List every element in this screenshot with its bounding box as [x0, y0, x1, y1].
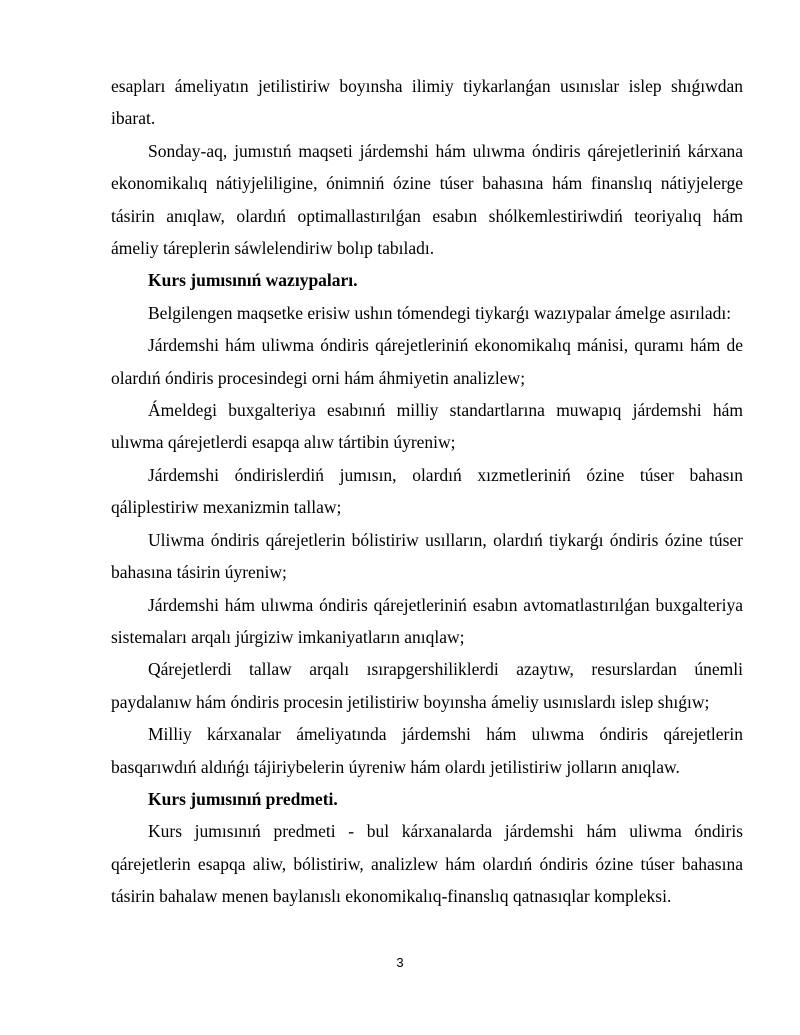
section-heading: Kurs jumısınıń wazıypaları. — [148, 270, 358, 291]
section-heading: Kurs jumısınıń predmeti. — [148, 788, 338, 809]
task-item: Járdemshi óndirislerdiń jumısın, olardıń xızmetleriniń ózine túser bahasın qáliplestiriw mexanizmin tallaw; — [111, 464, 743, 518]
paragraph: Belgilengen maqsetke erisiw ushın tómendegi tiykarǵı wazıypalar ámelge asırıladı: — [148, 302, 732, 323]
task-item: Qárejetlerdi tallaw arqalı ısırapgershiliklerdi azaytıw, resurslardan únemli paydalanıw hám óndiris procesin jetilistiriw boyınsha ámeliy usınıslardı islep shıǵıw; — [111, 659, 743, 712]
task-item: Ámeldegi buxgalteriya esabınıń milliy standartlarına muwapıq járdemshi hám ulıwma qárejetlerdi esapqa alıw tártibin úyreniw; — [111, 400, 743, 453]
page-number: 3 — [396, 955, 404, 970]
task-item: Járdemshi hám ulıwma óndiris qárejetleriniń esabın avtomatlastırılǵan buxgalteriya sistemaları arqalı júrgiziw imkaniyatların anıqlaw; — [111, 594, 743, 647]
task-item: Járdemshi hám uliwma óndiris qárejetleriniń ekonomikalıq mánisi, quramı hám de olardıń óndiris procesindegi orni hám áhmiyetin analizlew; — [111, 335, 743, 388]
paragraph: Sonday-aq, jumıstıń maqseti járdemshi hám ulıwma óndiris qárejetleriniń kárxana ekonomikalıq nátiyjeliligine, ónimniń ózine túser bahasına hám finanslıq nátiyjelerge tásirin anıqlaw, olardıń optimallastırılǵan esabın shólkemlestiriwdiń teoriyalıq hám ámeliy táreplerin sáwlelendiriw bolıp tabıladı. — [111, 140, 743, 259]
paragraph: Kurs jumısınıń predmeti - bul kárxanalarda járdemshi hám uliwma óndiris qárejetlerin esapqa aliw, bólistiriw, analizlew hám olardıń óndiris ózine túser bahasına tásirin bahalaw menen baylanıslı ekonomikalıq-finanslıq qatnasıqlar kompleksi. — [111, 821, 743, 907]
task-item: Uliwma óndiris qárejetlerin bólistiriw usılların, olardıń tiykarǵı óndiris ózine túser bahasına tásirin úyreniw; — [111, 529, 743, 583]
document-body — [111, 70, 743, 913]
paragraph: esapları ámeliyatın jetilistiriw boyınsha ilimiy tiykarlanǵan usınıslar islep shıǵıwdan ibarat. — [111, 76, 743, 129]
task-item: Milliy kárxanalar ámeliyatında járdemshi hám ulıwma óndiris qárejetlerin basqarıwdıń aldıńǵı tájiriybelerin úyreniw hám olardı jetilistiriw jolların anıqlaw. — [111, 724, 743, 777]
